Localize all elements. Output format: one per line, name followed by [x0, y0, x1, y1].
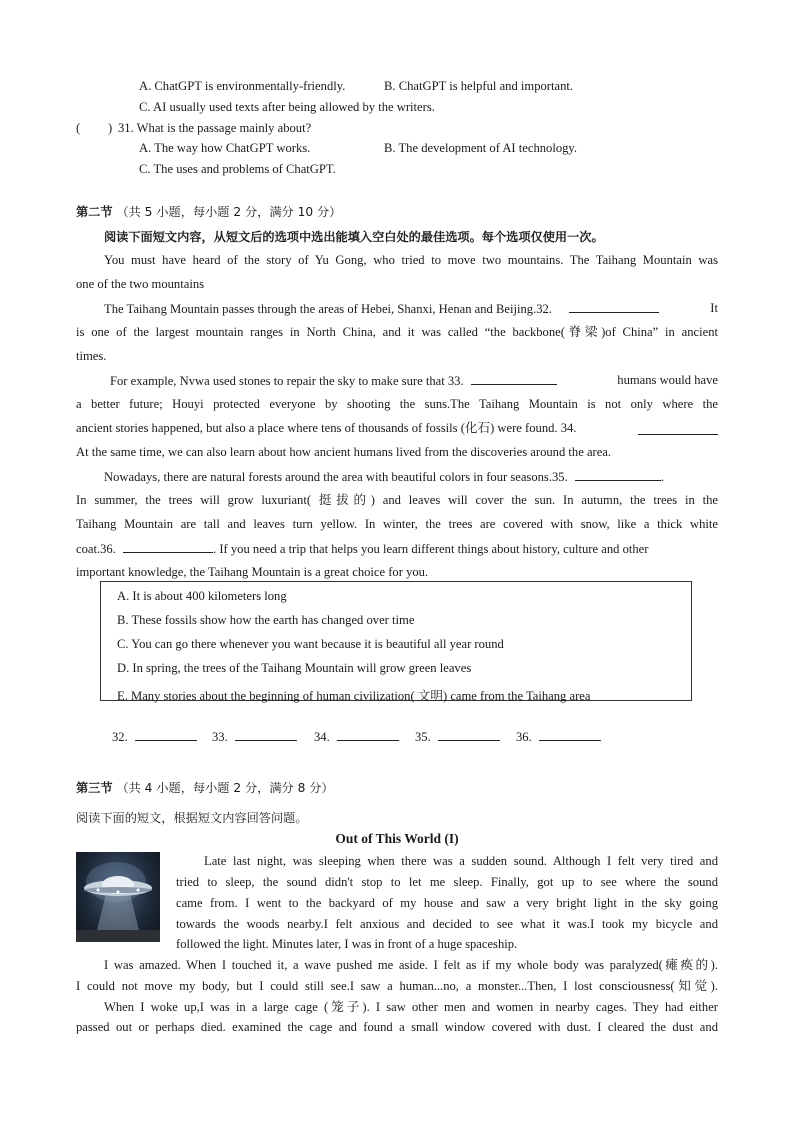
answer-34-blank[interactable] — [337, 728, 399, 741]
s3-line-5: followed the light. Minutes later, I was in front of a huge spaceship. — [176, 937, 518, 951]
answer-35 — [415, 728, 500, 745]
s2-line-11: In summer, the trees will grow luxuriant( 挺拔的) and leaves will cover the sun. In autumn, the trees in the — [76, 493, 718, 507]
s2-line-8-text: ancient stories happened, but also a place where tens of thousands of fossils (化石) were found. 34. — [76, 421, 577, 435]
s2-line-6-end: humans would have — [617, 373, 718, 387]
s3-line-3: came from. I went to the backyard of my house and saw a very bright light in the sky going — [176, 896, 718, 910]
answer-36-label: 36. — [516, 730, 532, 744]
s2-line-5: times. — [76, 349, 107, 363]
answer-34-label: 34. — [314, 730, 330, 744]
s2-line-10-end: . — [660, 470, 665, 484]
answer-32-label: 32. — [112, 730, 128, 744]
option-b: B. These fossils show how the earth has changed over time — [117, 613, 415, 627]
answer-32-blank[interactable] — [135, 728, 197, 741]
s3-line-7: I could not move my body, but I could still see.I saw a human...no, a monster...Then, I lost consciousness(知觉). — [76, 979, 718, 993]
answer-33-label: 33. — [212, 730, 228, 744]
q31-option-b: B. The development of AI technology. — [384, 141, 578, 155]
section2-header — [76, 203, 341, 220]
s2-line-10 — [104, 468, 718, 485]
spaceship-icon — [76, 852, 160, 942]
s3-line-6: I was amazed. When I touched it, a wave pushed me aside. I felt as if my whole body was paralyzed(瘫痪的). — [104, 958, 718, 972]
q31-stem: 31. What is the passage mainly about? — [118, 121, 312, 135]
section2-info: （共 5 小题，每小题 2 分，满分 10 分） — [116, 205, 342, 219]
blank-35 — [575, 468, 661, 481]
s2-line-3 — [104, 300, 718, 317]
option-e: E. Many stories about the beginning of human civilization( 文明) came from the Taihang area — [117, 689, 591, 703]
q31-answer-paren-close: ) — [108, 121, 113, 135]
s3-line-2: tried to sleep, the sound didn't stop to let me sleep. Finally, got up to see where the sound — [176, 875, 718, 889]
section2-instruction: 阅读下面短文内容，从短文后的选项中选出能填入空白处的最佳选项。每个选项仅使用一次。 — [104, 230, 604, 244]
section3-info: （共 4 小题，每小题 2 分，满分 8 分） — [116, 781, 334, 795]
s3-line-9: passed out or perhaps died. examined the cage and found a small window covered with dust. I cleared the dust and — [76, 1020, 718, 1034]
s2-line-9: At the same time, we can also learn about how ancient humans lived from the discoveries around the area. — [76, 445, 612, 459]
q31-answer-paren-open: ( — [76, 121, 81, 135]
s2-line-13 — [76, 540, 718, 557]
answer-36 — [516, 728, 601, 745]
s2-line-3-end: It — [710, 301, 718, 315]
option-a: A. It is about 400 kilometers long — [117, 589, 287, 603]
answer-35-label: 35. — [415, 730, 431, 744]
answer-35-blank[interactable] — [438, 728, 500, 741]
s2-line-7: a better future; Houyi protected everyone by shooting the suns.The Taihang Mountain is not only where the — [76, 397, 718, 411]
option-d: D. In spring, the trees of the Taihang Mountain will grow green leaves — [117, 661, 472, 675]
section3-instruction: 阅读下面的短文，根据短文内容回答问题。 — [76, 811, 308, 825]
section2-heading: 第二节 — [76, 205, 113, 219]
ufo-image — [76, 852, 160, 942]
s2-line-14: important knowledge, the Taihang Mountain is a great choice for you. — [76, 565, 429, 579]
passage-title: Out of This World (I) — [335, 831, 459, 846]
section3-heading: 第三节 — [76, 781, 113, 795]
blank-34 — [638, 422, 718, 435]
answer-32 — [112, 728, 197, 745]
q30-option-a: A. ChatGPT is environmentally-friendly. — [139, 79, 346, 93]
blank-36 — [123, 540, 213, 553]
s2-line-3-text: The Taihang Mountain passes through the areas of Hebei, Shanxi, Henan and Beijing.32. — [104, 302, 552, 316]
s2-line-8 — [76, 420, 718, 436]
answer-33-blank[interactable] — [235, 728, 297, 741]
option-c: C. You can go there whenever you want because it is beautiful all year round — [117, 637, 504, 651]
answer-34 — [314, 728, 399, 745]
s2-line-6-text: For example, Nvwa used stones to repair the sky to make sure that 33. — [110, 374, 464, 388]
blank-32 — [569, 300, 659, 313]
s3-line-4: towards the woods nearby.I felt anxious and decided to see what it was.I took my bicycle and — [176, 917, 718, 931]
s2-line-10-text: Nowadays, there are natural forests around the area with beautiful colors in four seasons.35. — [104, 470, 568, 484]
options-box — [100, 581, 692, 701]
s2-line-2: one of the two mountains — [76, 277, 205, 291]
s3-line-8: When I woke up,I was in a large cage (笼子). I saw other men and women in nearby cages. They had either — [104, 1000, 718, 1014]
q31-option-a: A. The way how ChatGPT works. — [139, 141, 311, 155]
s2-line-6 — [110, 372, 718, 389]
s3-line-1: Late last night, was sleeping when there was a sudden sound. Although I felt very tired and — [204, 854, 718, 868]
s2-line-12: Taihang Mountain are tall and leaves turn yellow. In winter, the trees are covered with snow, like a thick white — [76, 517, 718, 531]
answer-36-blank[interactable] — [539, 728, 601, 741]
section3-header — [76, 779, 334, 796]
s2-line-4: is one of the largest mountain ranges in North China, and it was called “the backbone(脊梁)of China” in ancient — [76, 325, 718, 339]
q30-option-c: C. AI usually used texts after being allowed by the writers. — [139, 100, 435, 114]
q31-option-c: C. The uses and problems of ChatGPT. — [139, 162, 336, 176]
s2-line-1: You must have heard of the story of Yu Gong, who tried to move two mountains. The Taihang Mountain was — [104, 253, 718, 267]
s2-line-13-end: . If you need a trip that helps you learn different things about history, culture and other — [213, 542, 649, 556]
blank-33 — [471, 372, 557, 385]
s2-line-13-text: coat.36. — [76, 542, 116, 556]
answer-33 — [212, 728, 297, 745]
q30-option-b: B. ChatGPT is helpful and important. — [384, 79, 574, 93]
